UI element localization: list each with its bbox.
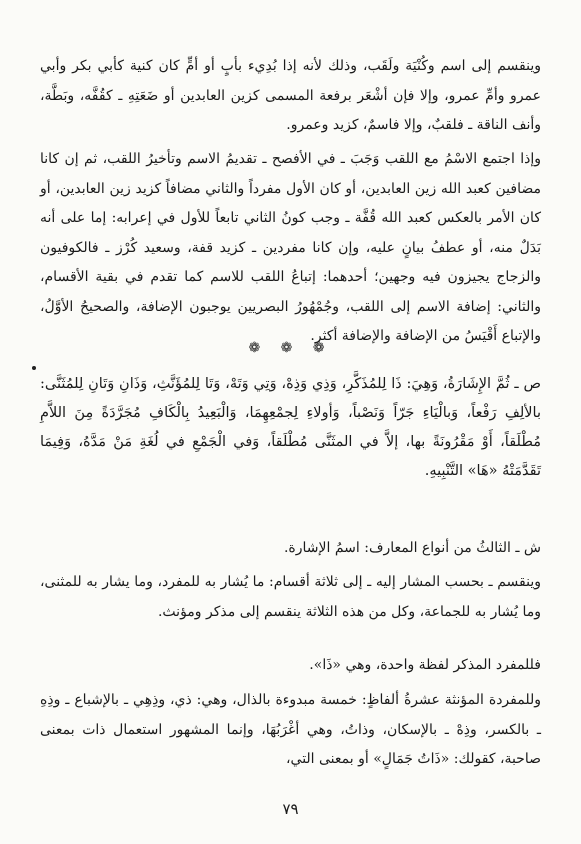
margin-dot <box>32 366 36 370</box>
paragraph-matn-demonstratives: ص ـ ثُمَّ الإِشَارَةُ، وَهِيَ: ذَا لِلمُذَكَّرِ، وَذِي وَذِهْ، وَتِي وَتَهْ، وَتَا لِلمُؤَنَّثِ، وَذَانِ وَتَانِ لِلمُثَنَّى: بالألِفِ رَفْعاً، وَبالْيَاءِ جَرّاً وَنَصْباً، وَأولاءِ لِجمْعِهِمَا، وَالْبَعِيدُ بِالْكَافِ مُجَرَّدَةً مِنَ اللاَّمِ مُطْلَقاً، أَوْ مَقْرُونَةً بها، إلاَّ في المثَنَّى مُطْلَقاً، وَفي الْجَمْعِ في لُغَةِ مَنْ مَدَّهُ، وَفِيمَا تَقَدَّمَتْهُ «هَا» التَّنْبِيهِ. <box>40 376 541 479</box>
paragraph-feminine-singular: وللمفردة المؤنثة عشرةُ ألفاظٍ: خمسة مبدوءة بالذال، وهي: ذي، وذِهِي ـ بالإشباع ـ وذِهِ ـ بالكسر، وذِهْ ـ بالإسكان، وذاتُ، وهي أغْرَبُهَا، وإنما المشهور استعمال ذات بمعنى صاحبة، كقولك: «ذَاتُ جَمَالٍ» أو بمعنى التي، <box>40 692 541 767</box>
paragraph-name-and-title: وإذا اجتمع الاسْمُ مع اللقب وَجَبَ ـ في الأفصح ـ تقديمُ الاسم وتأخيرُ اللقب، ثم إن كانا مضافين كعبد الله زين العابدين، أو كان الأول مفرداً والثاني مضافاً كزيد زين العابدين، أو كان الأمر بالعكس كعبد الله قُفَّة ـ وجب كونُ الثاني تابعاً للأول في إعرابه: إما على أنه بَدَلٌ منه، أو عطفُ بيانٍ عليه، وإن كانا مفردين ـ كزيد قفة، وسعيد كُرْز ـ فالكوفيون والزجاج يجيزون فيه وجهين؛ أحدهما: إتباعُ اللقب للاسم كما تقدم في بقية الأقسام، والثاني: إضافة الاسم إلى اللقب، وجُمْهُورُ البصريين يوجبون الإضافة، والصحيحُ الأوَّلُ، والإتباع أَقْيَسُ من الإضافة والإضافة أكثر. <box>40 151 541 344</box>
page-number: ٧٩ <box>282 800 299 818</box>
paragraph-name-types: وينقسم إلى اسم وكُنْيَة ولَقَب، وذلك لأنه إذا بُدِيء بأبٍ أو أمٍّ كان كنية كأبي بكر وأبي عمرو وأمِّ عمرو، وإلا فإن أشْعَر برفعة المسمى كزين العابدين أو ضَعَتِهِ ـ كقُفَّه، وبَطَّة، وأنف الناقة ـ فلقبٌ، وإلا فاسمٌ، كزيد وعمرو. <box>40 58 541 133</box>
paragraph-sharh-heading: ش ـ الثالثُ من أنواع المعارف: اسمُ الإشارة. <box>283 540 541 556</box>
paragraph-masculine-singular: فللمفرد المذكر لفظة واحدة، وهي «ذَا». <box>309 657 541 673</box>
section-separator: ❁ ❁ ❁ <box>248 340 333 356</box>
paragraph-demonstrative-division: وينقسم ـ بحسب المشار إليه ـ إلى ثلاثة أقسام: ما يُشار به للمفرد، وما يشار به للمثنى، وما يُشار به للجماعة، وكل من هذه الثلاثة ينقسم إلى مذكر ومؤنث. <box>40 574 541 620</box>
